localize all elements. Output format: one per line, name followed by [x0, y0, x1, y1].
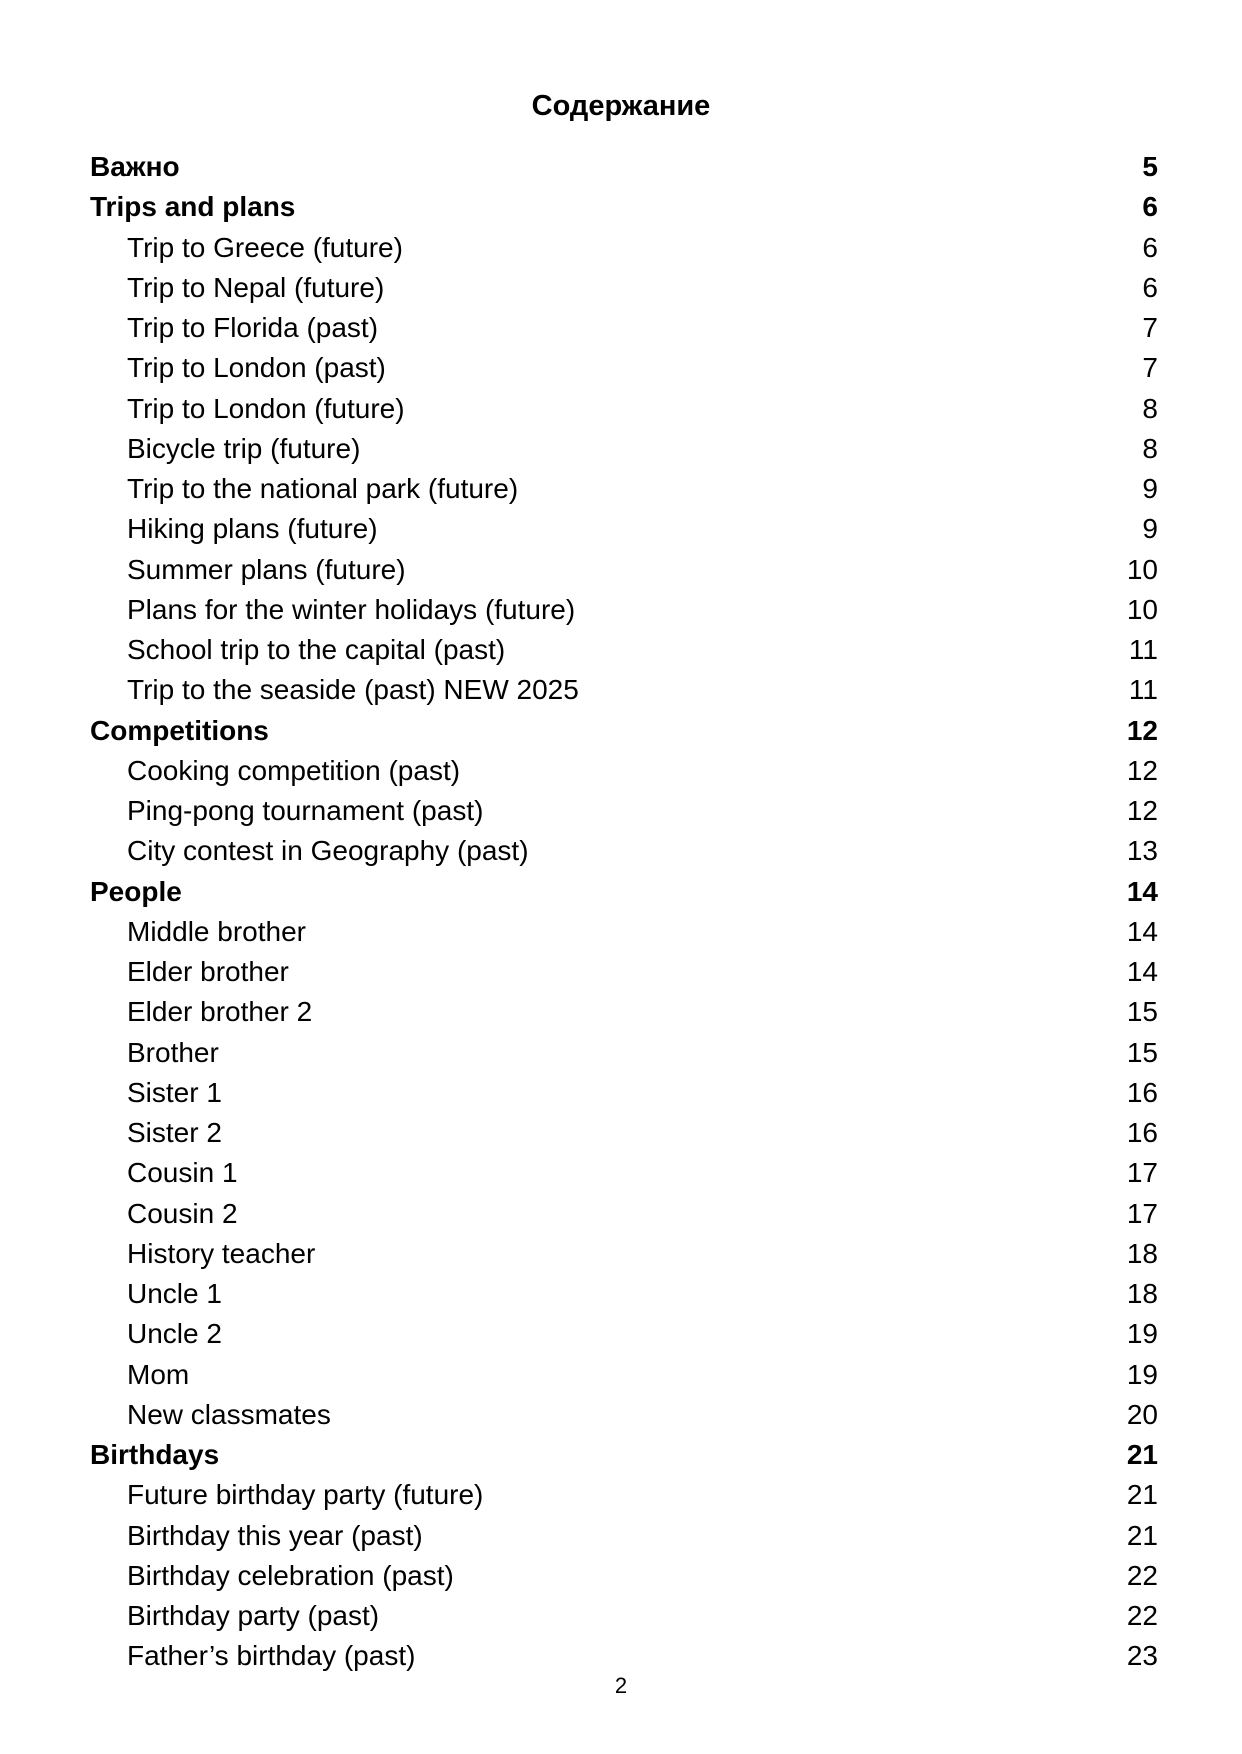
toc-entry-title: Важно	[90, 151, 180, 182]
toc-entry-page: 10	[1126, 593, 1158, 625]
toc-entry-page: 11	[1128, 674, 1158, 706]
toc-entry-title: Birthday this year (past)	[127, 1519, 423, 1551]
toc-entry-title: Middle brother	[127, 915, 306, 947]
toc-entry-page: 21	[1126, 1479, 1158, 1511]
toc-entry[interactable]	[90, 389, 1158, 429]
toc-entry-page: 12	[1126, 714, 1158, 746]
toc-entry-title: Birthday celebration (past)	[127, 1559, 454, 1591]
toc-entry[interactable]	[90, 1314, 1158, 1354]
toc-entry[interactable]	[90, 1033, 1158, 1073]
toc-entry-title: Bicycle trip (future)	[127, 432, 361, 464]
toc-entry-page: 8	[1142, 392, 1158, 424]
toc-entry[interactable]	[90, 1395, 1158, 1435]
toc-entry-title: Sister 2	[127, 1117, 222, 1148]
toc-entry-title: Trip to the national park (future)	[127, 473, 519, 504]
toc-entry-page: 16	[1126, 1117, 1158, 1148]
toc-entry-title: Sister 1	[127, 1076, 222, 1108]
toc-entry[interactable]	[90, 1636, 1158, 1676]
toc-entry-page: 12	[1126, 754, 1158, 786]
toc-section-entry[interactable]	[90, 147, 1158, 187]
toc-entry[interactable]	[90, 228, 1158, 268]
toc-entry-page: 7	[1142, 312, 1158, 343]
toc-entry-title: People	[90, 875, 182, 907]
toc-entry-title: School trip to the capital (past)	[127, 634, 506, 665]
toc-entry[interactable]	[90, 550, 1158, 590]
toc-entry-page: 15	[1126, 1036, 1158, 1068]
toc-entry-page: 9	[1142, 513, 1158, 545]
toc-entry[interactable]	[90, 509, 1158, 549]
toc-entry[interactable]	[90, 348, 1158, 388]
toc-entry-title: Hiking plans (future)	[127, 513, 378, 545]
toc-entry-title: Plans for the winter holidays (future)	[127, 593, 576, 625]
table-of-contents	[90, 147, 1158, 1677]
toc-entry-page: 22	[1126, 1559, 1158, 1591]
toc-entry-page: 18	[1126, 1278, 1158, 1309]
toc-entry[interactable]	[90, 469, 1158, 509]
toc-entry[interactable]	[90, 630, 1158, 670]
toc-entry-title: Trip to the seaside (past) NEW 2025	[127, 674, 579, 706]
toc-entry[interactable]	[90, 1234, 1158, 1274]
toc-entry-page: 21	[1126, 1519, 1158, 1551]
toc-entry[interactable]	[90, 670, 1158, 710]
toc-entry-title: New classmates	[127, 1398, 331, 1430]
toc-entry-page: 21	[1126, 1439, 1158, 1470]
toc-entry-title: Trip to Florida (past)	[127, 312, 379, 343]
toc-entry-title: Mom	[127, 1358, 190, 1390]
toc-entry-page: 17	[1126, 1197, 1158, 1229]
toc-entry[interactable]	[90, 1073, 1158, 1113]
toc-entry[interactable]	[90, 308, 1158, 348]
toc-entry[interactable]	[90, 952, 1158, 992]
toc-entry[interactable]	[90, 1113, 1158, 1153]
toc-entry-page: 16	[1126, 1076, 1158, 1108]
toc-entry-title: Competitions	[90, 714, 269, 746]
toc-section-entry[interactable]	[90, 711, 1158, 751]
toc-entry-page: 18	[1126, 1237, 1158, 1269]
toc-entry-title: Cousin 2	[127, 1197, 238, 1229]
toc-entry-title: History teacher	[127, 1237, 316, 1269]
toc-entry-page: 12	[1126, 795, 1158, 826]
toc-entry-page: 5	[1142, 151, 1158, 182]
toc-entry-page: 19	[1126, 1318, 1158, 1350]
toc-entry[interactable]	[90, 590, 1158, 630]
toc-entry[interactable]	[90, 912, 1158, 952]
toc-entry-page: 10	[1126, 553, 1158, 585]
toc-entry-title: Trips and plans	[90, 191, 296, 223]
toc-entry[interactable]	[90, 1274, 1158, 1314]
toc-entry[interactable]	[90, 992, 1158, 1032]
toc-entry-page: 8	[1142, 432, 1158, 464]
toc-entry[interactable]	[90, 1596, 1158, 1636]
toc-entry-title: Birthdays	[90, 1439, 220, 1470]
toc-section-entry[interactable]	[90, 872, 1158, 912]
toc-entry[interactable]	[90, 791, 1158, 831]
toc-entry-title: Uncle 2	[127, 1318, 222, 1350]
toc-entry-page: 13	[1126, 835, 1158, 867]
toc-entry-page: 14	[1126, 956, 1158, 987]
toc-entry-title: City contest in Geography (past)	[127, 835, 529, 867]
toc-entry-title: Cooking competition (past)	[127, 754, 461, 786]
toc-entry-title: Ping-pong tournament (past)	[127, 795, 484, 826]
toc-entry-title: Father’s birthday (past)	[127, 1640, 416, 1672]
toc-entry-page: 22	[1126, 1600, 1158, 1631]
toc-entry-page: 7	[1142, 352, 1158, 384]
toc-section-entry[interactable]	[90, 1435, 1158, 1475]
toc-entry[interactable]	[90, 1355, 1158, 1395]
toc-entry[interactable]	[90, 1556, 1158, 1596]
toc-entry[interactable]	[90, 1475, 1158, 1515]
toc-entry[interactable]	[90, 751, 1158, 791]
toc-entry[interactable]	[90, 429, 1158, 469]
toc-entry-page: 11	[1128, 634, 1158, 665]
toc-entry-title: Uncle 1	[127, 1278, 222, 1309]
toc-entry-page: 9	[1142, 473, 1158, 504]
toc-entry-page: 17	[1126, 1157, 1158, 1189]
toc-entry-title: Elder brother	[127, 956, 289, 987]
toc-entry-page: 23	[1126, 1640, 1158, 1672]
toc-entry-page: 14	[1126, 875, 1158, 907]
toc-entry[interactable]	[90, 1153, 1158, 1193]
toc-entry-page: 6	[1142, 191, 1158, 223]
toc-entry-title: Cousin 1	[127, 1157, 238, 1189]
toc-entry-page: 20	[1126, 1398, 1158, 1430]
toc-entry-title: Trip to Greece (future)	[127, 231, 403, 263]
toc-entry-title: Summer plans (future)	[127, 553, 406, 585]
toc-entry-page: 15	[1126, 996, 1158, 1028]
toc-entry-title: Elder brother 2	[127, 996, 313, 1028]
toc-entry-title: Birthday party (past)	[127, 1600, 380, 1631]
toc-entry-title: Trip to Nepal (future)	[127, 271, 385, 303]
toc-entry[interactable]	[90, 1194, 1158, 1234]
toc-entry-title: Trip to London (future)	[127, 392, 405, 424]
toc-entry-title: Trip to London (past)	[127, 352, 386, 384]
toc-entry-page: 6	[1142, 231, 1158, 263]
toc-entry-page: 14	[1126, 915, 1158, 947]
page-number: 2	[614, 1673, 628, 1698]
toc-section-entry[interactable]	[90, 187, 1158, 227]
toc-entry[interactable]	[90, 831, 1158, 871]
toc-entry-title: Brother	[127, 1036, 219, 1068]
toc-entry-page: 6	[1142, 271, 1158, 303]
toc-entry-page: 19	[1126, 1358, 1158, 1390]
toc-entry[interactable]	[90, 1516, 1158, 1556]
toc-entry[interactable]	[90, 268, 1158, 308]
toc-entry-title: Future birthday party (future)	[127, 1479, 484, 1511]
page-title: Содержание	[531, 90, 711, 122]
